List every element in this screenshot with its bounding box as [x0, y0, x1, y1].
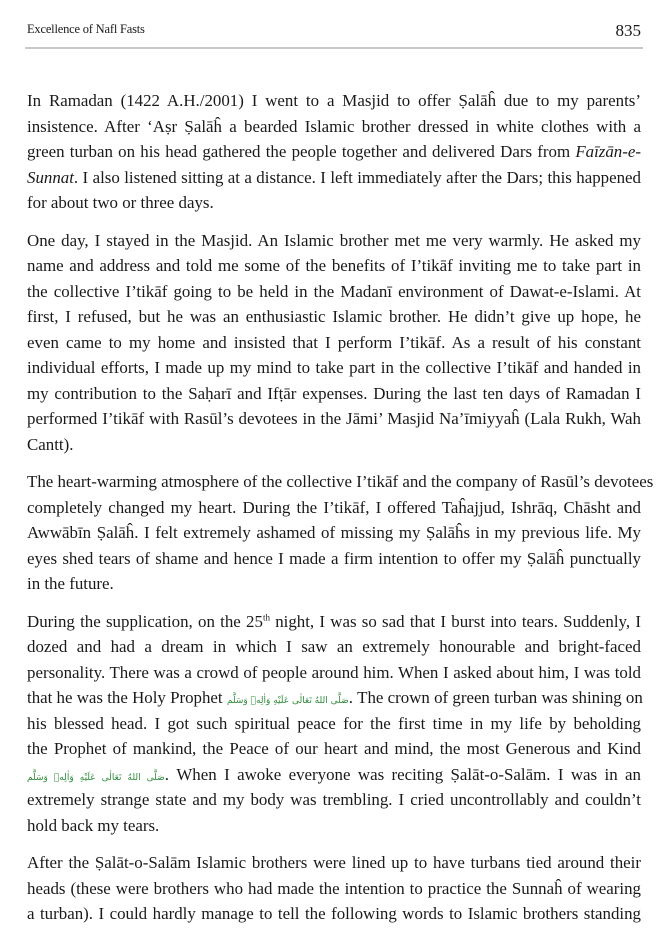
text-line	[27, 762, 641, 788]
paragraph-3	[27, 469, 654, 597]
book-title: Faīzān-e-	[575, 142, 641, 161]
paragraph-1	[27, 88, 641, 216]
paragraph-2	[27, 228, 641, 458]
text-line: the Prophet of mankind, the Peace of our heart and mind, the most Generous and Kind	[27, 739, 641, 758]
paragraph-4	[27, 609, 641, 839]
text-line: personality. There was a crowd of people around him. When I asked about him, I was told	[27, 662, 641, 682]
running-title: Excellence of Nafl Fasts	[27, 22, 145, 36]
text-span: . I also listened sitting at a distance. I left immediately after the Dars; this happened	[73, 167, 641, 187]
text-line: insistence. After ‘Aṣr Ṣalāĥ a bearded Islamic brother dressed in white clothes with a	[27, 116, 641, 136]
arabic-salutation: صَلَّى اللهُ تَعَالٰى عَلَيْهِ وَاٰلِهٖ وَسَلَّم	[27, 772, 165, 783]
book-title: Sunnat	[27, 167, 74, 187]
text-line	[27, 165, 641, 191]
text-span: green turban on his head gathered the people together and delivered Dars from	[27, 142, 576, 161]
text-line: hold back my tears.	[27, 815, 160, 835]
text-line: his blessed head. I got such spiritual peace for the first time in my life by beholding	[27, 713, 641, 733]
text-line: my contribution to the Saḥarī and Ifṭār expenses. During the last ten days of Ramadan I	[27, 383, 641, 403]
text-line	[27, 139, 641, 165]
text-line: dozed and had a dream in which I saw an extremely honourable and bright-faced	[27, 637, 641, 656]
text-line: Awwābīn Ṣalāĥ. I felt extremely ashamed of missing my Ṣalāĥs in my previous life. My	[27, 523, 641, 542]
text-line: the collective I’tikāf going to be held in the Madanī environment of Dawat-e-Islami. At	[27, 281, 641, 301]
text-line: One day, I stayed in the Masjid. An Islamic brother met me very warmly. He asked my	[27, 230, 641, 250]
text-line: first, I refused, but he was an enthusiastic Islamic brother. He didn’t give up hope, he	[27, 307, 641, 326]
ordinal-suffix: th	[262, 611, 270, 622]
header-rule	[25, 47, 643, 49]
text-line: After the Ṣalāt-o-Salām Islamic brothers were lined up to have turbans tied around their	[27, 853, 641, 872]
paragraph-5	[27, 850, 641, 927]
arabic-salutation: صَلَّى اللهُ تَعَالٰى عَلَيْهِ وَاٰلِهٖ وَسَلَّم	[226, 696, 349, 706]
text-span: that he was the Holy Prophet	[27, 688, 227, 707]
text-line: performed I’tikāf with Rasūl’s devotees in the Jāmi’ Masjid Na’īmiyyaĥ (Lala Rukh, Wah	[27, 409, 641, 428]
text-line: eyes shed tears of shame and hence I made a firm intention to offer my Ṣalāĥ punctually	[27, 548, 641, 568]
text-span: night, I was so sad that I burst into tears. Suddenly, I	[269, 611, 641, 631]
text-span: . The crown of green turban was shining on	[348, 688, 643, 707]
text-line: The heart-warming atmosphere of the collective I’tikāf and the company of Rasūl’s devotees	[27, 472, 654, 491]
text-line: name and address and told me some of the benefits of I’tikāf inviting me to take part in	[27, 256, 641, 275]
text-line: for about two or three days.	[27, 193, 214, 212]
text-line: even came to my home and insisted that I perform I’tikāf. As a result of his constant	[27, 332, 641, 352]
page-body	[27, 88, 654, 939]
text-span: . When I awoke everyone was reciting Ṣalāt-o-Salām. I was in an	[164, 764, 642, 784]
text-line: Cantt).	[27, 434, 74, 454]
text-line: individual efforts, I made up my mind to take part in the collective I’tikāf and handed in	[27, 358, 641, 377]
text-line: in the future.	[27, 574, 114, 593]
page-number: 835	[615, 21, 641, 40]
text-line: In Ramadan (1422 A.H./2001) I went to a Masjid to offer Ṣalāĥ due to my parents’	[27, 91, 641, 110]
text-line: completely changed my heart. During the I’tikāf, I offered Taĥajjud, Ishrāq, Chāsht and	[27, 497, 641, 517]
text-line: extremely strange state and my body was trembling. I cried uncontrollably and couldn’t	[27, 790, 641, 809]
text-line: heads (these were brothers who had made the intention to practice the Sunnaĥ of wearing	[27, 878, 641, 898]
text-line: a turban). I could hardly manage to tell the following words to Islamic brothers standing	[27, 904, 641, 923]
text-line	[27, 609, 641, 635]
text-span: During the supplication, on the 25	[27, 611, 263, 631]
text-line	[27, 685, 641, 711]
